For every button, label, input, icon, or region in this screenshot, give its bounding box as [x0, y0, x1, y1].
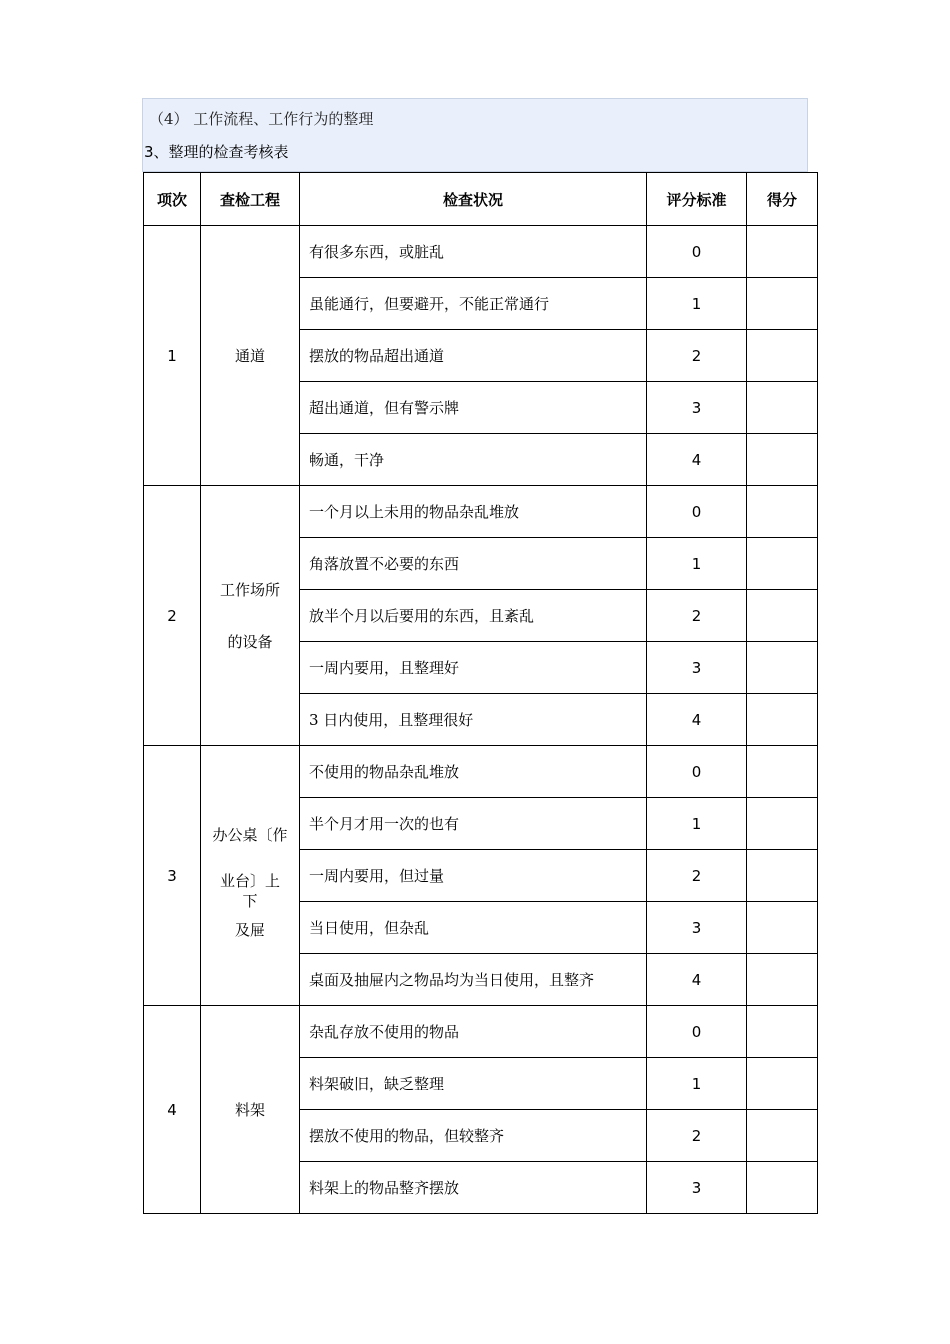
got-score-cell[interactable]	[747, 486, 818, 538]
status-cell: 3 日内使用，且整理很好	[300, 694, 647, 746]
status-cell: 摆放不使用的物品，但较整齐	[300, 1110, 647, 1162]
status-cell: 摆放的物品超出通道	[300, 330, 647, 382]
status-cell: 杂乱存放不使用的物品	[300, 1006, 647, 1058]
inspection-project	[201, 1006, 300, 1214]
project-line: 下	[242, 891, 258, 910]
score-cell: 3	[647, 902, 747, 954]
got-score-cell[interactable]	[747, 538, 818, 590]
status-cell: 虽能通行，但要避开，不能正常通行	[300, 278, 647, 330]
got-score-cell[interactable]	[747, 1162, 818, 1214]
project-line: 及屉	[234, 920, 265, 939]
item-index: 1	[144, 226, 201, 486]
got-score-cell[interactable]	[747, 1058, 818, 1110]
score-cell: 0	[647, 746, 747, 798]
project-line: 工作场所	[219, 580, 280, 599]
got-score-cell[interactable]	[747, 278, 818, 330]
status-cell: 当日使用，但杂乱	[300, 902, 647, 954]
table-header-row	[144, 173, 818, 226]
score-cell: 3	[647, 382, 747, 434]
status-cell: 桌面及抽屉内之物品均为当日使用，且整齐	[300, 954, 647, 1006]
status-cell: 半个月才用一次的也有	[300, 798, 647, 850]
status-cell: 一个月以上未用的物品杂乱堆放	[300, 486, 647, 538]
score-cell: 1	[647, 278, 747, 330]
score-cell: 1	[647, 538, 747, 590]
got-score-cell[interactable]	[747, 330, 818, 382]
status-cell: 超出通道，但有警示牌	[300, 382, 647, 434]
got-score-cell[interactable]	[747, 642, 818, 694]
status-cell: 料架上的物品整齐摆放	[300, 1162, 647, 1214]
got-score-cell[interactable]	[747, 850, 818, 902]
table-title-number: 3	[144, 143, 154, 161]
project-line: 业台〕上	[219, 871, 280, 890]
column-header: 得分	[747, 173, 818, 226]
score-cell: 2	[647, 330, 747, 382]
score-cell: 1	[647, 798, 747, 850]
table-title	[144, 141, 289, 162]
inspection-project	[201, 486, 300, 746]
got-score-cell[interactable]	[747, 954, 818, 1006]
project-line: 料架	[234, 1100, 265, 1119]
got-score-cell[interactable]	[747, 902, 818, 954]
got-score-cell[interactable]	[747, 226, 818, 278]
score-cell: 2	[647, 1110, 747, 1162]
status-cell: 畅通，干净	[300, 434, 647, 486]
column-header: 项次	[144, 173, 201, 226]
table-row	[144, 746, 818, 798]
status-cell: 一周内要用，但过量	[300, 850, 647, 902]
project-line: 的设备	[227, 632, 273, 651]
table-row	[144, 226, 818, 278]
score-cell: 2	[647, 850, 747, 902]
score-cell: 0	[647, 1006, 747, 1058]
got-score-cell[interactable]	[747, 1006, 818, 1058]
score-cell: 3	[647, 642, 747, 694]
got-score-cell[interactable]	[747, 382, 818, 434]
status-cell: 不使用的物品杂乱堆放	[300, 746, 647, 798]
table-title-text: 、整理的检查考核表	[153, 143, 289, 161]
got-score-cell[interactable]	[747, 1110, 818, 1162]
got-score-cell[interactable]	[747, 590, 818, 642]
item-index: 4	[144, 1006, 201, 1214]
project-line: 办公桌〔作	[212, 825, 288, 844]
status-cell: 角落放置不必要的东西	[300, 538, 647, 590]
score-cell: 4	[647, 694, 747, 746]
score-cell: 4	[647, 434, 747, 486]
column-header: 评分标准	[647, 173, 747, 226]
got-score-cell[interactable]	[747, 746, 818, 798]
status-cell: 一周内要用，且整理好	[300, 642, 647, 694]
inspection-project	[201, 226, 300, 486]
status-cell: 放半个月以后要用的东西，且紊乱	[300, 590, 647, 642]
header-band	[142, 98, 808, 172]
column-header: 检查状况	[300, 173, 647, 226]
score-cell: 0	[647, 226, 747, 278]
status-cell: 有很多东西，或脏乱	[300, 226, 647, 278]
score-cell: 1	[647, 1058, 747, 1110]
got-score-cell[interactable]	[747, 434, 818, 486]
table-row	[144, 486, 818, 538]
inspection-table	[143, 172, 818, 1214]
score-cell: 4	[647, 954, 747, 1006]
column-header: 查检工程	[201, 173, 300, 226]
status-cell: 料架破旧，缺乏整理	[300, 1058, 647, 1110]
item-index: 3	[144, 746, 201, 1006]
got-score-cell[interactable]	[747, 798, 818, 850]
got-score-cell[interactable]	[747, 694, 818, 746]
table-row	[144, 1006, 818, 1058]
score-cell: 0	[647, 486, 747, 538]
section-heading: （4） 工作流程、工作行为的整理	[149, 110, 374, 128]
score-cell: 2	[647, 590, 747, 642]
inspection-project	[201, 746, 300, 1006]
score-cell: 3	[647, 1162, 747, 1214]
item-index: 2	[144, 486, 201, 746]
project-line: 通道	[234, 346, 265, 365]
